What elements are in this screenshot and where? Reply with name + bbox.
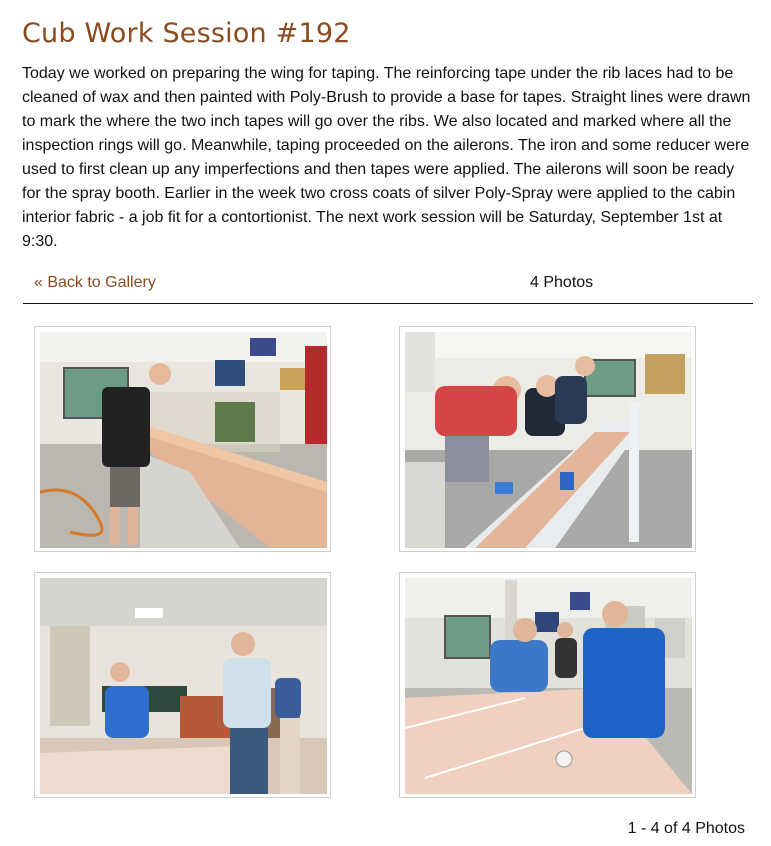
photo-4-image <box>405 578 692 794</box>
photo-thumbnail-3[interactable] <box>34 572 331 798</box>
photo-thumbnail-1[interactable] <box>34 326 331 552</box>
session-description: Today we worked on preparing the wing for taping. The reinforcing tape under the rib laces had to be cleaned of wax and then painted with Poly-Brush to provide a base for tapes. Straight lines were drawn to mark the where the two inch tapes will go over the ribs. We also located and marked where all the inspection rings will go. Meanwhile, taping proceeded on the ailerons. The iron and some reducer were used to first clean up any imperfections and then tapes were applied. The ailerons will soon be ready for the spray booth. Earlier in the week two cross coats of silver Poly-Spray were applied to the cabin interior fabric - a job fit for a contortionist. The next work session will be Saturday, September 1st at 9:30. <box>22 65 751 250</box>
photo-3-image <box>40 578 327 794</box>
photo-1-image <box>40 332 327 548</box>
gallery-nav-bar <box>23 272 753 304</box>
photo-thumbnail-4[interactable] <box>399 572 696 798</box>
photo-2-image <box>405 332 692 548</box>
pagination-info: 1 - 4 of 4 Photos <box>627 820 745 837</box>
photo-thumbnail-2[interactable] <box>399 326 696 552</box>
back-to-gallery-link[interactable]: « Back to Gallery <box>34 274 156 291</box>
page-title: Cub Work Session #192 <box>22 18 351 49</box>
photo-count: 4 Photos <box>530 274 594 291</box>
